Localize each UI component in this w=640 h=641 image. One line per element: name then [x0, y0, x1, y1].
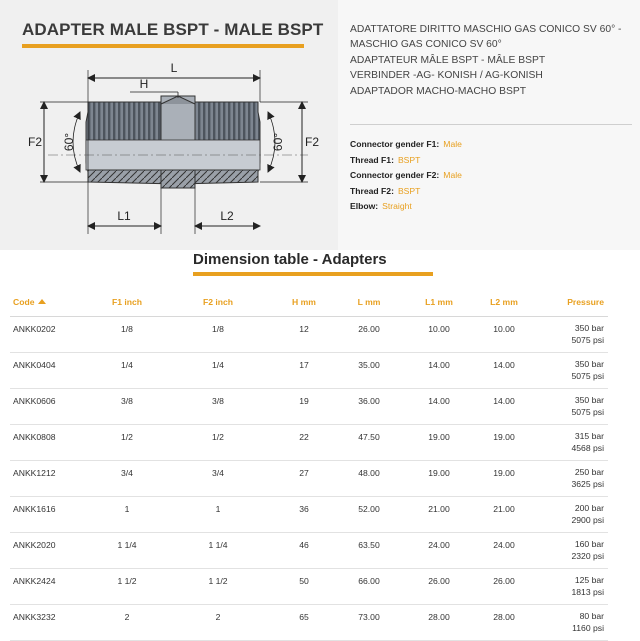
cell-l [333, 461, 405, 497]
table-row[interactable] [10, 497, 608, 533]
title-underline [22, 44, 304, 48]
pressure-psi: 5075 psi [571, 407, 604, 417]
pressure-psi: 5075 psi [571, 335, 604, 345]
cell-l1-value: 28.00 [428, 612, 450, 622]
cell-h [275, 533, 333, 569]
cell-code [10, 389, 93, 425]
property-value: Straight [382, 201, 412, 211]
cell-l [333, 317, 405, 353]
cell-f1 [93, 461, 161, 497]
info-divider [350, 124, 632, 125]
cell-h-value: 50 [299, 576, 309, 586]
column-header-l1[interactable]: L1 mm [405, 288, 473, 317]
property-row [350, 199, 462, 215]
property-value: Male [443, 139, 462, 149]
cell-h [275, 461, 333, 497]
cell-pressure [535, 389, 608, 425]
pressure-bar: 160 bar [574, 539, 604, 549]
pressure-psi: 2320 psi [571, 551, 604, 561]
product-name-it-1: ADATTATORE DIRITTO MASCHIO GAS CONICO SV 60° - [350, 24, 622, 35]
cell-f1-value: 3/8 [121, 396, 133, 406]
cell-l-value: 63.50 [358, 540, 380, 550]
cell-l2-value: 14.00 [493, 360, 515, 370]
product-name-it-2: MASCHIO GAS CONICO SV 60° [350, 39, 502, 51]
cell-h [275, 425, 333, 461]
cell-l-value: 48.00 [358, 468, 380, 478]
pressure-values [535, 389, 604, 418]
cell-l-value: 26.00 [358, 324, 380, 334]
property-value: BSPT [397, 185, 421, 196]
pressure-values [535, 605, 604, 634]
pressure-values [535, 317, 604, 346]
cell-l [333, 353, 405, 389]
table-header-row [10, 288, 608, 317]
cell-l-value: 47.50 [358, 432, 380, 442]
cell-l1-value: 14.00 [428, 396, 450, 406]
cell-l2-value: 28.00 [493, 612, 515, 622]
pressure-psi: 3625 psi [571, 479, 604, 489]
cell-l2 [473, 425, 535, 461]
pressure-psi: 1160 psi [572, 623, 604, 633]
cell-l1-value: 19.00 [428, 468, 450, 478]
cell-f1 [93, 569, 161, 605]
cell-l1 [405, 389, 473, 425]
cell-pressure [535, 317, 608, 353]
cell-f1-value: 1 1/2 [117, 576, 137, 586]
cell-l2 [473, 389, 535, 425]
pressure-values [535, 533, 604, 562]
cell-h-value: 17 [299, 360, 309, 370]
dim-label-F-left: F2 [27, 135, 43, 149]
cell-h [275, 497, 333, 533]
property-value: Male [443, 170, 462, 180]
cell-f1-value: 1/4 [121, 360, 133, 370]
cell-pressure [535, 533, 608, 569]
cell-f2 [161, 569, 275, 605]
cell-code-value: ANKK0202 [13, 324, 56, 334]
cell-pressure [535, 353, 608, 389]
cell-code-value: ANKK3232 [13, 612, 56, 622]
dim-label-L: L [170, 61, 178, 75]
pressure-bar: 350 bar [574, 395, 604, 405]
table-body [10, 317, 608, 641]
cell-f2-value: 3/8 [212, 396, 224, 406]
column-header-f2[interactable]: F2 inch [161, 288, 275, 317]
cell-h [275, 605, 333, 641]
cell-code [10, 317, 93, 353]
dimension-table [10, 288, 608, 641]
cell-l2-value: 24.00 [493, 540, 515, 550]
cell-code [10, 569, 93, 605]
cell-l2-value: 19.00 [493, 432, 515, 442]
cell-pressure [535, 497, 608, 533]
cell-f1 [93, 605, 161, 641]
cell-l-value: 36.00 [358, 396, 380, 406]
cell-code [10, 533, 93, 569]
column-header-pressure[interactable]: Pressure [535, 288, 608, 317]
cell-l [333, 425, 405, 461]
cell-l [333, 605, 405, 641]
pressure-bar: 350 bar [574, 359, 604, 369]
product-name-es: ADAPTADOR MACHO-MACHO BSPT [350, 85, 527, 97]
cell-h-value: 22 [299, 432, 309, 442]
property-row [350, 137, 462, 153]
column-header-code[interactable] [10, 288, 93, 317]
cell-code-value: ANKK0404 [13, 360, 56, 370]
cell-f1 [93, 533, 161, 569]
cell-l1-value: 21.00 [428, 504, 450, 514]
property-row [350, 168, 462, 184]
pressure-psi: 2900 psi [571, 515, 604, 525]
pressure-bar: 250 bar [574, 467, 604, 477]
cell-f2-value: 1 [215, 504, 221, 514]
product-properties [350, 137, 462, 215]
sort-ascending-icon[interactable] [38, 299, 46, 304]
cell-l [333, 533, 405, 569]
pressure-psi: 1813 psi [571, 587, 604, 597]
cell-h-value: 12 [299, 324, 309, 334]
property-label: Elbow: [350, 201, 379, 211]
cell-l2 [473, 497, 535, 533]
pressure-values [535, 461, 604, 490]
cell-h-value: 65 [299, 612, 309, 622]
cell-f1-value: 1 1/4 [117, 540, 137, 550]
cell-f2 [161, 425, 275, 461]
cell-f1-value: 2 [124, 612, 130, 622]
cell-l1-value: 19.00 [428, 432, 450, 442]
cell-h-value: 46 [299, 540, 309, 550]
cell-f2-value: 1/2 [212, 432, 224, 442]
cell-l2 [473, 461, 535, 497]
cell-f2 [161, 533, 275, 569]
table-row[interactable] [10, 389, 608, 425]
cell-code-value: ANKK2020 [13, 540, 56, 550]
dim-label-F-right: F2 [304, 135, 320, 149]
cell-l-value: 52.00 [358, 504, 380, 514]
cell-l1-value: 24.00 [428, 540, 450, 550]
cell-pressure [535, 569, 608, 605]
cell-l1-value: 10.00 [428, 324, 450, 334]
table-row[interactable] [10, 353, 608, 389]
cell-f1 [93, 389, 161, 425]
cell-l1-value: 26.00 [428, 576, 450, 586]
table-row[interactable] [10, 533, 608, 569]
dimension-title-underline [193, 272, 433, 276]
cell-f2-value: 1/4 [212, 360, 224, 370]
cell-f1 [93, 425, 161, 461]
cell-h [275, 389, 333, 425]
cell-l1 [405, 317, 473, 353]
cell-f1 [93, 353, 161, 389]
cell-l2-value: 21.00 [493, 504, 515, 514]
product-title: ADAPTER MALE BSPT - MALE BSPT [22, 20, 324, 39]
dim-label-L2: L2 [220, 209, 234, 223]
cell-l [333, 569, 405, 605]
cell-f2-value: 1 1/2 [208, 576, 228, 586]
cell-l [333, 389, 405, 425]
pressure-bar: 80 bar [579, 611, 604, 621]
cell-f2-value: 1 1/4 [208, 540, 228, 550]
cell-f1 [93, 317, 161, 353]
pressure-values [535, 497, 604, 526]
cell-l2 [473, 353, 535, 389]
table-row[interactable] [10, 425, 608, 461]
cell-code-value: ANKK0606 [13, 396, 56, 406]
cell-code-value: ANKK2424 [13, 576, 56, 586]
pressure-bar: 315 bar [574, 431, 604, 441]
dimension-table-title: Dimension table - Adapters [193, 251, 387, 268]
pressure-values [535, 353, 604, 382]
cell-f2 [161, 389, 275, 425]
technical-drawing [18, 52, 328, 244]
property-label: Connector gender F2: [350, 170, 440, 180]
cell-h [275, 317, 333, 353]
cell-f1-value: 3/4 [121, 468, 133, 478]
cell-code-value: ANKK0808 [13, 432, 56, 442]
cell-l2 [473, 569, 535, 605]
cell-l2 [473, 317, 535, 353]
cell-pressure [535, 425, 608, 461]
cell-l1 [405, 425, 473, 461]
cell-l2 [473, 533, 535, 569]
cell-l1 [405, 497, 473, 533]
cell-f2 [161, 497, 275, 533]
cell-l2-value: 14.00 [493, 396, 515, 406]
cell-l-value: 73.00 [358, 612, 380, 622]
angle-label-left: 60° [62, 132, 76, 152]
cell-f1 [93, 497, 161, 533]
cell-l1-value: 14.00 [428, 360, 450, 370]
product-names [350, 22, 632, 99]
cell-l-value: 35.00 [358, 360, 380, 370]
cell-f2 [161, 605, 275, 641]
pressure-bar: 200 bar [574, 503, 604, 513]
cell-l1 [405, 533, 473, 569]
cell-f2 [161, 353, 275, 389]
product-name-fr: ADAPTATEUR MÂLE BSPT - MÂLE BSPT [350, 54, 546, 66]
cell-l2-value: 26.00 [493, 576, 515, 586]
table-row[interactable] [10, 461, 608, 497]
cell-l1 [405, 461, 473, 497]
cell-l1 [405, 605, 473, 641]
cell-code [10, 461, 93, 497]
cell-code-value: ANKK1212 [13, 468, 56, 478]
table-row[interactable] [10, 569, 608, 605]
cell-l [333, 497, 405, 533]
cell-l1 [405, 353, 473, 389]
column-header-h[interactable]: H mm [275, 288, 333, 317]
cell-f2-value: 1/8 [212, 324, 224, 334]
cell-code [10, 425, 93, 461]
cell-h-value: 19 [299, 396, 309, 406]
cell-h-value: 36 [299, 504, 309, 514]
product-name-de: VERBINDER -AG- KONISH / AG-KONISH [350, 70, 543, 82]
property-row [350, 153, 462, 169]
cell-pressure [535, 605, 608, 641]
angle-label-right: 60° [271, 132, 285, 152]
dim-label-H: H [139, 77, 149, 91]
property-value: BSPT [397, 154, 421, 165]
cell-code-value: ANKK1616 [13, 504, 56, 514]
dim-label-L1: L1 [117, 209, 131, 223]
cell-code [10, 353, 93, 389]
cell-f2-value: 2 [215, 612, 221, 622]
table-row[interactable] [10, 605, 608, 641]
property-label: Thread F2: [350, 185, 394, 196]
cell-l-value: 66.00 [358, 576, 380, 586]
cell-pressure [535, 461, 608, 497]
cell-h [275, 569, 333, 605]
cell-l2 [473, 605, 535, 641]
pressure-bar: 125 bar [574, 575, 604, 585]
cell-code [10, 497, 93, 533]
cell-f1-value: 1/2 [121, 432, 133, 442]
property-label: Connector gender F1: [350, 139, 440, 149]
cell-l2-value: 10.00 [493, 324, 515, 334]
cell-f2 [161, 317, 275, 353]
pressure-bar: 350 bar [574, 323, 604, 333]
cell-h [275, 353, 333, 389]
cell-f1-value: 1/8 [121, 324, 133, 334]
cell-f2-value: 3/4 [212, 468, 224, 478]
column-header-l[interactable]: L mm [333, 288, 405, 317]
cell-l2-value: 19.00 [493, 468, 515, 478]
pressure-values [535, 425, 604, 454]
pressure-psi: 4568 psi [571, 443, 604, 453]
column-header-label: Code [13, 297, 35, 307]
column-header-f1[interactable]: F1 inch [93, 288, 161, 317]
property-label: Thread F1: [350, 154, 394, 165]
pressure-psi: 5075 psi [571, 371, 604, 381]
cell-f2 [161, 461, 275, 497]
product-info-panel [338, 0, 640, 250]
table-row[interactable] [10, 317, 608, 353]
cell-h-value: 27 [299, 468, 309, 478]
cell-l1 [405, 569, 473, 605]
cell-f1-value: 1 [124, 504, 130, 514]
column-header-l2[interactable]: L2 mm [473, 288, 535, 317]
pressure-values [535, 569, 604, 598]
property-row [350, 184, 462, 200]
product-drawing-panel [0, 0, 338, 250]
cell-code [10, 605, 93, 641]
